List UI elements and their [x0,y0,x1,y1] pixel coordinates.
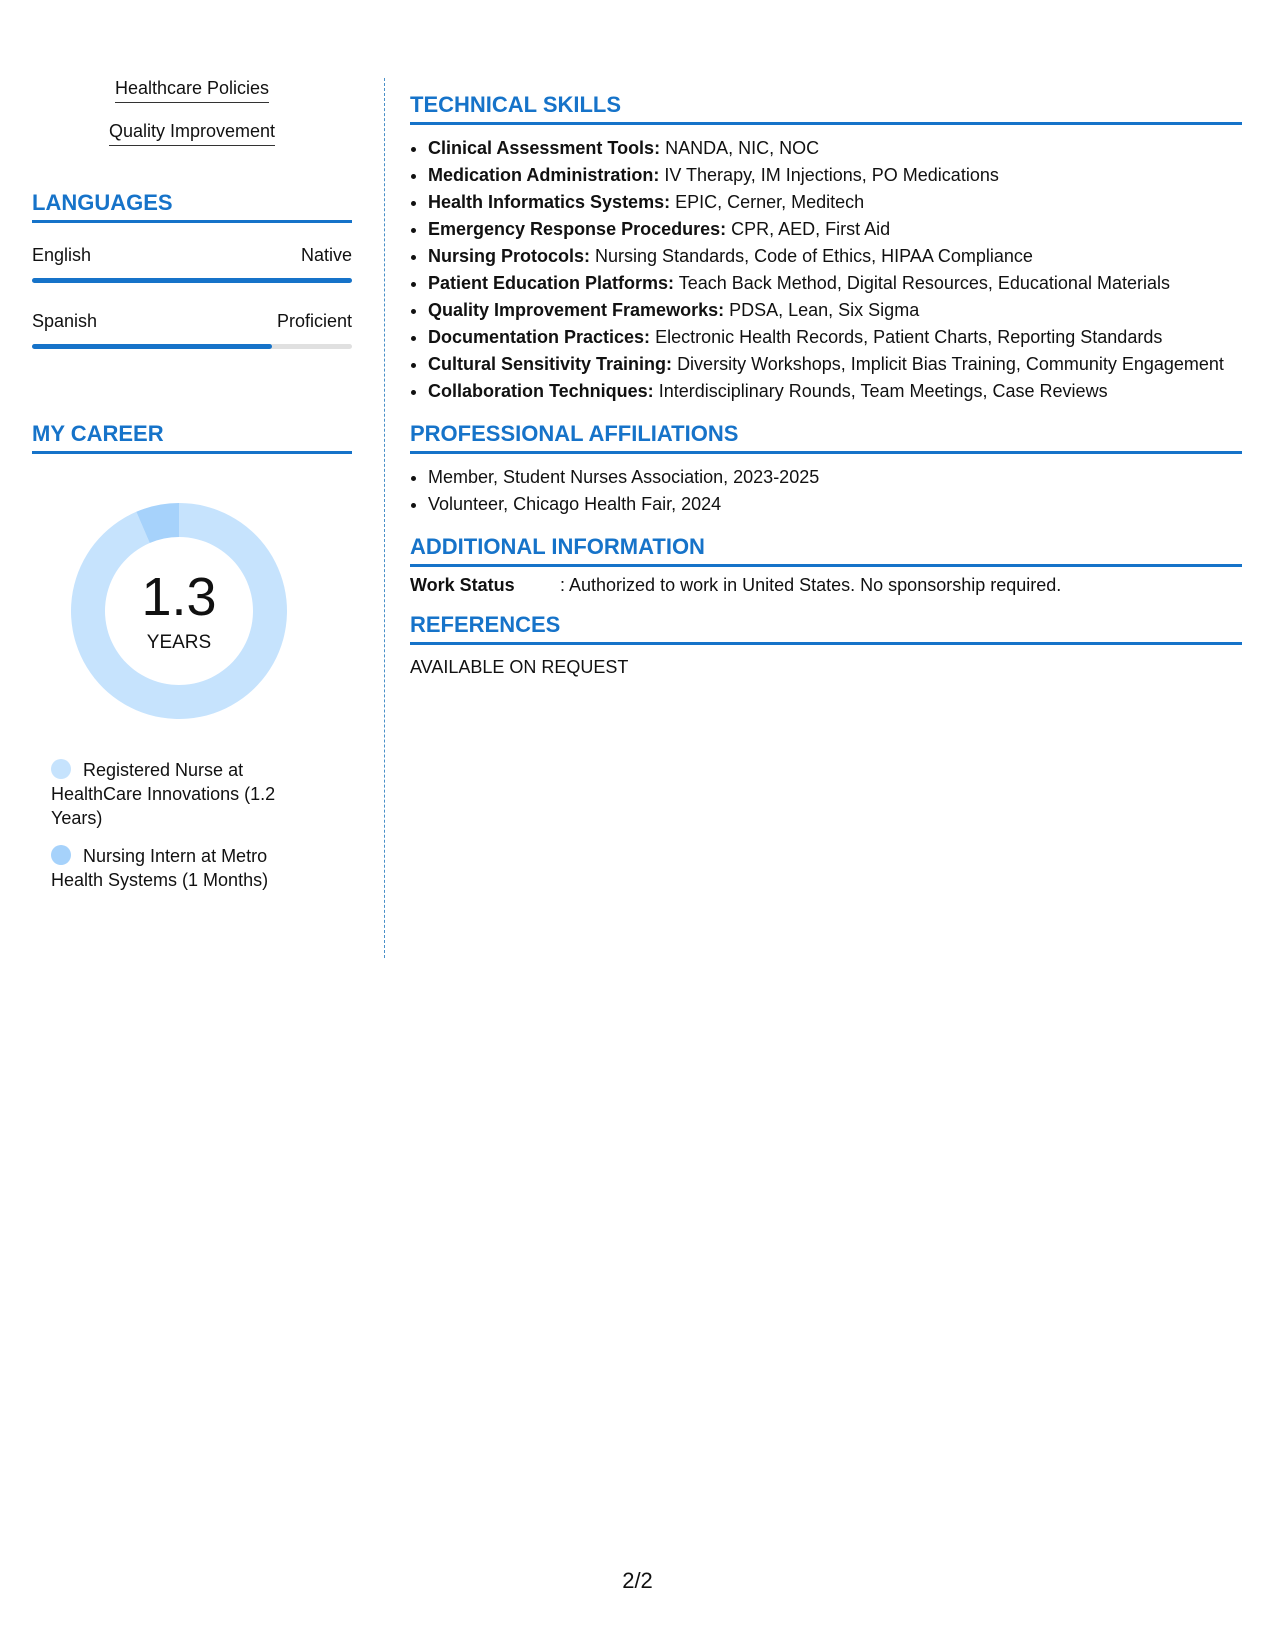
main-content [410,92,1242,694]
skill-item [428,378,1242,405]
career-section [32,421,352,892]
career-donut [66,498,292,724]
language-level: Native [300,245,352,265]
languages-title: LANGUAGES [32,190,352,223]
skill-value: EPIC, Cerner, Meditech [675,192,865,212]
language-name: Spanish [32,311,98,331]
language-english [32,245,352,283]
skill-value: Interdisciplinary Rounds, Team Meetings, Case Reviews [658,381,1108,401]
technical-skills-section [410,92,1242,405]
skill-tag: Quality Improvement [32,121,352,146]
legend-dot [51,845,71,865]
legend-dot [51,759,71,779]
skill-value: Electronic Health Records, Patient Charts, Reporting Standards [655,327,1163,347]
skills-list [410,135,1242,405]
skill-item [428,243,1242,270]
skill-value: Diversity Workshops, Implicit Bias Training, Community Engagement [677,354,1224,374]
skill-item [428,351,1242,378]
skill-label: Health Informatics Systems: [428,192,671,212]
affiliations-title: PROFESSIONAL AFFILIATIONS [410,421,1242,454]
skill-item [428,162,1242,189]
technical-skills-title: TECHNICAL SKILLS [410,92,1242,125]
legend-item: Nursing Intern at Metro Health Systems (1 Months) [51,846,269,890]
career-unit: YEARS [146,632,212,653]
skill-label: Nursing Protocols: [428,246,591,266]
skill-item [428,135,1242,162]
skill-value: Teach Back Method, Digital Resources, Educational Materials [678,273,1170,293]
skill-label: Quality Improvement Frameworks: [428,300,725,320]
references-text: AVAILABLE ON REQUEST [410,657,629,677]
skill-label: Medication Administration: [428,165,660,185]
page-number: 2/2 [622,1568,653,1593]
list-item: • Volunteer, Chicago Health Fair, 2024 [428,491,1242,518]
work-status-label: Work Status [410,575,515,595]
affiliations-section [410,421,1242,518]
references-title: REFERENCES [410,612,1242,645]
skill-item [428,189,1242,216]
proficiency-bar [32,344,352,349]
references-section [410,612,1242,678]
list-item: • Member, Student Nurses Association, 2023-2025 [428,464,1242,491]
work-status-value: : Authorized to work in United States. No sponsorship required. [560,575,1062,595]
skill-value: IV Therapy, IM Injections, PO Medications [664,165,999,185]
skill-label: Clinical Assessment Tools: [428,138,661,158]
skill-value: Nursing Standards, Code of Ethics, HIPAA Compliance [595,246,1033,266]
additional-info-title: ADDITIONAL INFORMATION [410,534,1242,567]
proficiency-fill [32,278,352,283]
skill-item [428,324,1242,351]
language-level: Proficient [276,311,352,331]
additional-info-section [410,534,1242,596]
skill-tag: Healthcare Policies [32,78,352,103]
proficiency-bar [32,278,352,283]
skill-label: Emergency Response Procedures: [428,219,727,239]
skill-label: Cultural Sensitivity Training: [428,354,673,374]
career-title: MY CAREER [32,421,352,454]
language-name: English [32,245,92,265]
skill-label: Patient Education Platforms: [428,273,675,293]
proficiency-fill [32,344,272,349]
skill-item [428,297,1242,324]
skill-value: CPR, AED, First Aid [731,219,891,239]
career-legend [51,758,311,892]
career-total: 1.3 [141,567,217,627]
sidebar [32,78,352,906]
affiliations-list [410,464,1242,518]
skill-item [428,216,1242,243]
legend-item: Registered Nurse at HealthCare Innovations (1.2 Years) [51,760,276,828]
skill-label: Collaboration Techniques: [428,381,654,401]
skill-label: Documentation Practices: [428,327,651,347]
languages-section [32,190,352,349]
work-status-row [410,575,1242,596]
skill-value: NANDA, NIC, NOC [665,138,820,158]
column-divider [384,78,385,958]
skill-value: PDSA, Lean, Six Sigma [729,300,920,320]
language-spanish [32,311,352,349]
skill-item [428,270,1242,297]
